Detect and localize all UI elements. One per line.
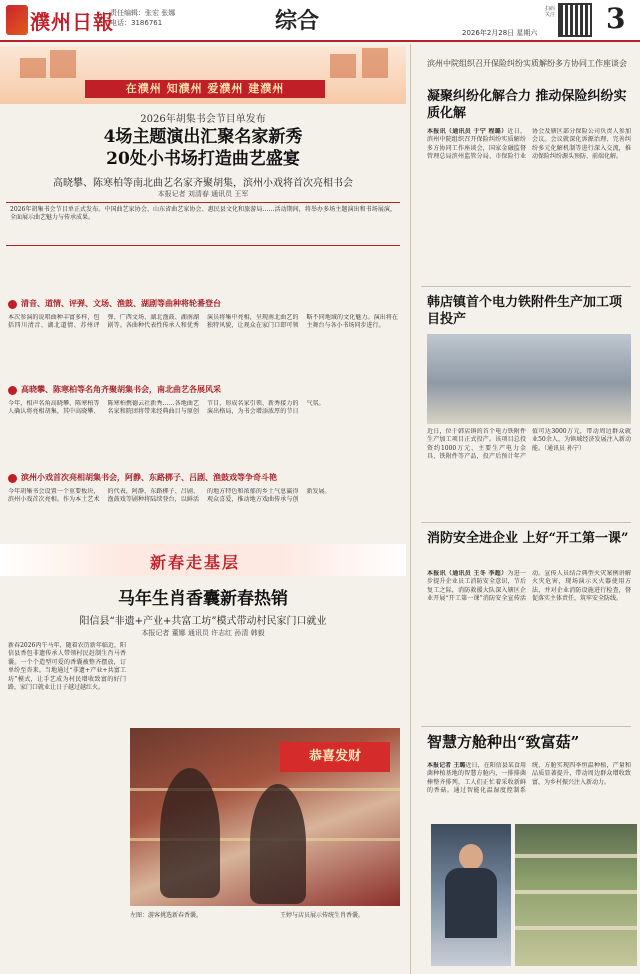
court-headline[interactable]: 凝聚纠纷化解合力 推动保险纠纷实质化解 (427, 89, 627, 121)
page-number: 3 (606, 2, 626, 35)
festival-subhead: 阳信县“非遗+产业+共富工坊”模式带动村民家门口就业 (79, 616, 327, 627)
divider (421, 286, 631, 287)
festival-headline[interactable]: 马年生肖香囊新春热销 (118, 589, 288, 609)
banner-slogan: 在濮州 知濮州 爱濮州 建濮州 (85, 80, 325, 98)
lead-paragraph: 2026年胡集书会节目单正式发布。中国曲艺家协会、山东省曲艺家协会、惠民县文化和旅游局……活动期间，将举办多场主题演出和书场展演，全面展示曲艺魅力与传承成果。 (6, 202, 400, 246)
divider (421, 726, 631, 727)
fire-byline: 本报讯（通讯员 王冬 李超） (427, 570, 508, 577)
festival-banner (0, 544, 406, 576)
skyline-decoration (50, 50, 76, 78)
newspaper-logo-icon (6, 5, 28, 35)
worker-body (445, 868, 497, 938)
festival-banner-text: 新春走基层 (150, 553, 241, 572)
subsection-2-text: 今年，相声名角高晓攀、陈寒柏等人确认将亮相胡集，其中高晓攀、陈寒柏携德云社新秀……各地曲艺名家和院团将带来经典曲目与原创节目，形成名家引领、新秀接力的演出格局，为书会增添浓厚的节日气氛。 (8, 400, 325, 416)
court-body: 近日，滨州中院组织召开保险纠纷实质解纷多方协同工作座谈会，国家金融监督管理总局滨州监管分局、市保险行业协会及辖区部分保险公司负责人参加会议。会议就深化诉源治理、完善纠纷多元化解机制等进行深入交流，推动保险纠纷源头预防、前端化解。 (427, 128, 631, 161)
person-silhouette (250, 784, 306, 904)
worker-photo[interactable] (431, 824, 511, 966)
subsection-2-title: 高晓攀、陈寒柏等名角齐聚胡集书会，南北曲艺各展风采 (8, 384, 398, 397)
court-kicker: 滨州中院组织召开保险纠纷实质解纷多方协同工作座谈会 (427, 59, 627, 68)
festival-text: 新春2026丙午马年，随着农历新年临近，阳信县香包非遗传承人带领村民赶制生肖马香囊。一个个造型可爱的香囊被整齐摆放，订单纷至沓来。当地通过“非遗+产业+共富工坊”模式，让手艺成为村民增收致富的好门路，家门口就业让日子越过越红火。 (8, 642, 126, 692)
lead-headline-1[interactable]: 4场主题演出汇聚名家新秀 (103, 127, 303, 147)
subsection-3-title: 滨州小戏首次亮相胡集书会，阿静、东路梆子、吕剧、渔鼓戏等争奇斗艳 (8, 472, 398, 485)
sachet-photo[interactable] (130, 728, 400, 906)
subsection-1-title: 清音、道情、评弹、文场、渔鼓、湖剧等曲种将轮番登台 (8, 298, 398, 311)
shelf-row (515, 890, 637, 894)
bullet-icon (8, 474, 17, 483)
lead-headline-2[interactable]: 20处小书场打造曲艺盛宴 (106, 149, 300, 169)
mushroom-headline[interactable]: 智慧方舱种出“致富菇” (427, 733, 580, 751)
factory-headline[interactable]: 韩店镇首个电力铁附件生产加工项目投产 (427, 295, 623, 327)
factory-byline: （通讯员 孙宁） (544, 444, 585, 452)
qr-code-icon[interactable] (558, 3, 592, 37)
lead-byline: 本报记者 刘清春 通讯员 王军 (157, 190, 249, 198)
bullet-icon (8, 386, 17, 395)
photo-sign: 恭喜发财 (280, 742, 390, 772)
lead-kicker: 2026年胡集书会节目单发布 (140, 114, 266, 125)
paper-name: 濮州日報 (30, 10, 114, 34)
fire-body: 为进一步提升企业员工消防安全意识，节后复工之际，消防救援大队深入辖区企业开展“开工第一课”消防安全宣传活动。宣传人员结合典型火灾案例讲解火灾危害，现场演示灭火器使用方法，并对企业消防设施进行检查，督促落实主体责任，筑牢安全防线。 (427, 570, 631, 603)
fire-headline[interactable]: 消防安全进企业 上好“开工第一课” (427, 531, 629, 546)
editor-line: 责任编辑：张宏 张娜 (110, 9, 176, 17)
festival-byline: 本报记者 董娜 通讯员 许志红 孙清 韩毅 (141, 629, 265, 637)
phone-line: 电话：3186761 (110, 19, 163, 27)
mushroom-text (427, 762, 631, 820)
skyline-decoration (330, 54, 356, 78)
issue-date: 2026年2月28日 星期六 (462, 29, 538, 37)
editor-info (110, 8, 175, 28)
factory-body: 近日，位于韩店镇的首个电力铁附件生产加工项目正式投产。该项目总投资约1000万元，主要生产电力金具、铁附件等产品，投产后预计年产值可达3000万元，带动周边群众就业50余人，为镇域经济发展注入新动能。 (427, 428, 631, 461)
fire-text (427, 570, 631, 718)
mushroom-photo[interactable] (515, 824, 637, 966)
divider (421, 522, 631, 523)
factory-text (427, 428, 631, 490)
lead-subhead: 高晓攀、陈寒柏等南北曲艺名家齐聚胡集，滨州小戏将首次亮相书会 (53, 178, 353, 189)
shelf-row (515, 854, 637, 858)
mushroom-body: 近日，在阳信县某食用菌种植基地的智慧方舱内，一排排菌棒整齐排列，工人们正忙着采收新鲜的香菇。通过智能化温湿度控制系统，方舱实现四季恒温种植，产量和品质显著提升，带动周边群众增收致富，为乡村振兴注入新动力。 (427, 762, 631, 795)
mushroom-byline: 本报记者 王璐 (427, 762, 466, 769)
court-text (427, 128, 631, 278)
subsection-3-text: 今年胡集书会设置一个重要板块，滨州小戏首次亮相。作为本土艺术的代表，阿静、东路梆子、吕剧、渔鼓戏等剧种将陆续登台，以鲜活的地方特色和浓郁的乡土气息赢得观众喜爱，推动地方戏曲传承与创新发展。 (8, 488, 331, 504)
section-title: 综合 (275, 8, 320, 34)
person-silhouette (160, 768, 220, 898)
worker-head (459, 844, 483, 870)
subsection-1-text: 本次参演的说唱曲种丰富多样，包括四川清音、湖北道情、苏州评弹、广西文场、湖北渔鼓、湖南湖剧等。各曲种代表性传承人和优秀演员将集中亮相，呈现南北曲艺的独特风貌，让观众在家门口即可领略不同地域的文化魅力。演出将在主舞台与各小书场同步进行。 (8, 314, 398, 330)
photo-caption-2: 左图：游客挑选新春香囊。 (130, 912, 203, 919)
bullet-icon (8, 300, 17, 309)
factory-photo[interactable] (427, 334, 631, 424)
skyline-decoration (362, 48, 388, 78)
skyline-decoration (20, 58, 46, 78)
slogan-banner (0, 46, 406, 104)
masthead (0, 0, 640, 42)
qr-label: 扫码关注 (545, 6, 556, 18)
photo-caption: 王婷与店员展示传统生肖香囊。 (280, 912, 365, 919)
right-column (410, 44, 640, 974)
shelf-row (515, 926, 637, 930)
court-byline: 本报讯（通讯员 于宁 程璐） (427, 128, 508, 135)
